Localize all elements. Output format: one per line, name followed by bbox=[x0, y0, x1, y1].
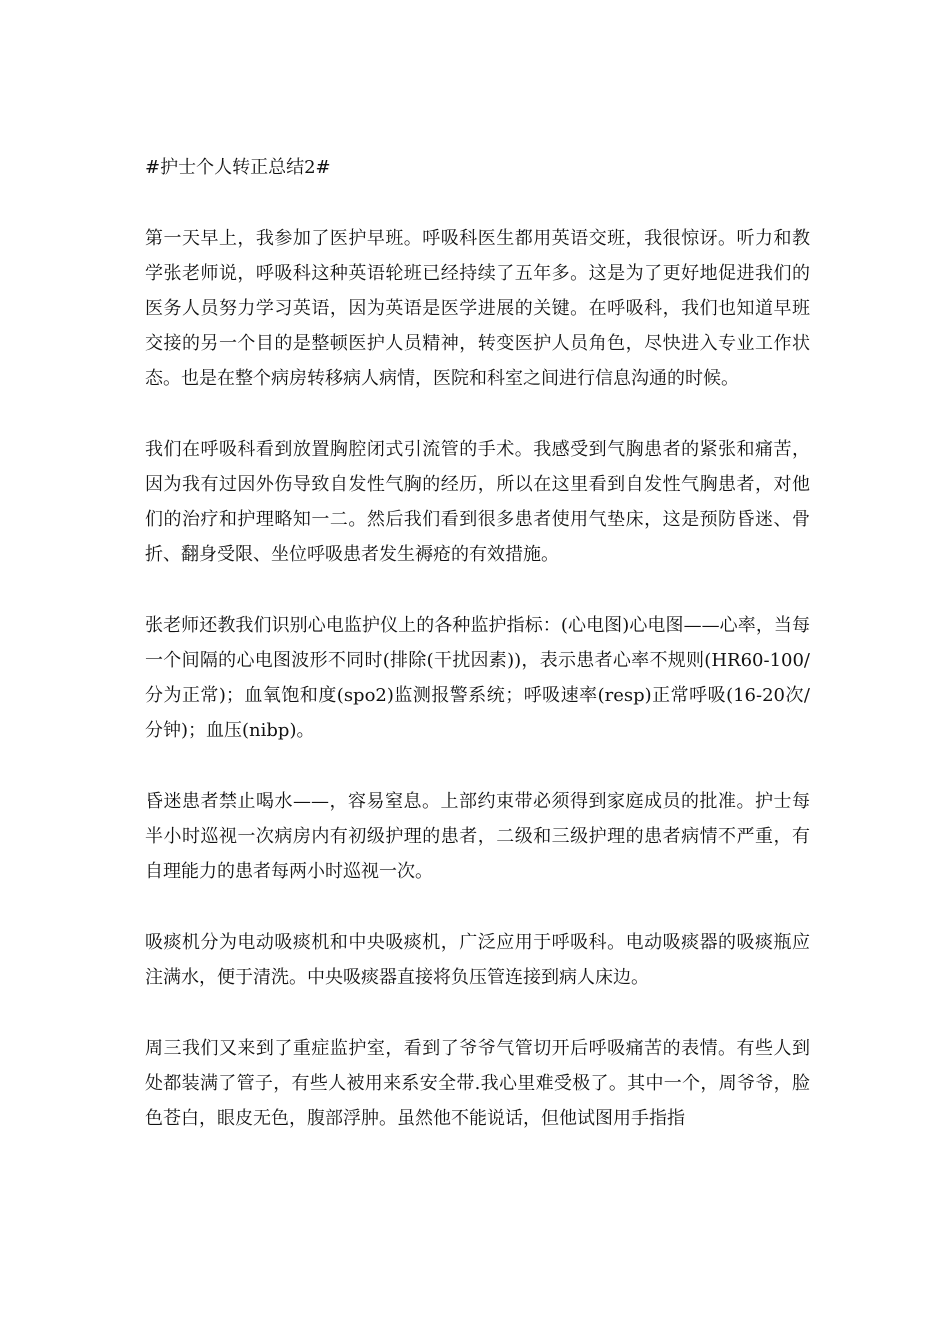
document-body bbox=[145, 150, 810, 1172]
paragraph-morning-shift: 第一天早上，我参加了医护早班。呼吸科医生都用英语交班，我很惊讶。听力和教学张老师说，呼吸科这种英语轮班已经持续了五年多。这是为了更好地促进我们的医务人员努力学习英语，因为英语是医学进展的关键。在呼吸科，我们也知道早班交接的另一个目的是整顿医护人员精神，转变医护人员角色，尽快进入专业工作状态。也是在整个病房转移病人病情，医院和科室之间进行信息沟通的时候。 bbox=[145, 228, 810, 389]
paragraph-suction-machine: 吸痰机分为电动吸痰机和中央吸痰机，广泛应用于呼吸科。电动吸痰器的吸痰瓶应注满水，便于清洗。中央吸痰器直接将负压管连接到病人床边。 bbox=[145, 932, 810, 988]
paragraph-icu-visit: 周三我们又来到了重症监护室，看到了爷爷气管切开后呼吸痛苦的表情。有些人到处都装满了管子，有些人被用来系安全带.我心里难受极了。其中一个，周爷爷，脸色苍白，眼皮无色，腹部浮肿。虽然他不能说话，但他试图用手指指 bbox=[145, 1038, 810, 1129]
paragraph-coma-patients: 昏迷患者禁止喝水——，容易窒息。上部约束带必须得到家庭成员的批准。护士每半小时巡视一次病房内有初级护理的患者，二级和三级护理的患者病情不严重，有自理能力的患者每两小时巡视一次。 bbox=[145, 791, 810, 882]
paragraph-ecg-monitor: 张老师还教我们识别心电监护仪上的各种监护指标：(心电图)心电图——心率，当每一个间隔的心电图波形不同时(排除(干扰因素))，表示患者心率不规则(HR60-100/分为正常)；血氧饱和度(spo2)监测报警系统；呼吸速率(resp)正常呼吸(16-20次/分钟)；血压(nibp)。 bbox=[145, 615, 810, 741]
document-heading: #护士个人转正总结2# bbox=[145, 157, 331, 178]
paragraph-chest-drainage: 我们在呼吸科看到放置胸腔闭式引流管的手术。我感受到气胸患者的紧张和痛苦，因为我有过因外伤导致自发性气胸的经历，所以在这里看到自发性气胸患者，对他们的治疗和护理略知一二。然后我们看到很多患者使用气垫床，这是预防昏迷、骨折、翻身受限、坐位呼吸患者发生褥疮的有效措施。 bbox=[145, 439, 810, 565]
